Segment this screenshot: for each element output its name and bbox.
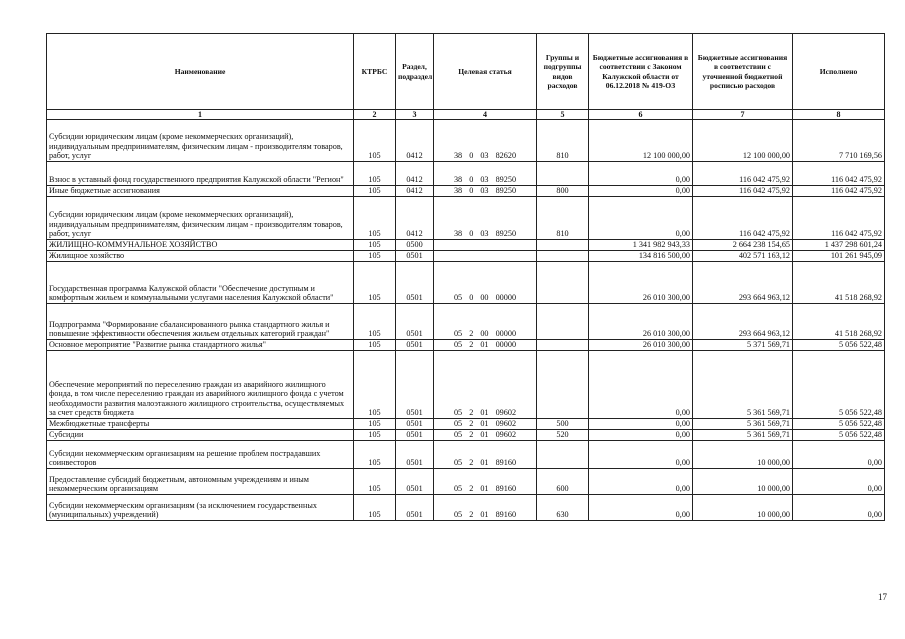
row-executed: 116 042 475,92 xyxy=(793,197,885,240)
row-name: Предоставление субсидий бюджетным, автономным учреждениям и иным некоммерческим организациям xyxy=(47,469,354,495)
row-section: 0501 xyxy=(396,419,434,430)
row-name: Субсидии xyxy=(47,430,354,441)
row-ktrbs: 105 xyxy=(354,304,396,340)
row-section: 0501 xyxy=(396,469,434,495)
table-row xyxy=(47,351,885,419)
row-target: 05 2 00 00000 xyxy=(434,304,537,340)
row-group: 600 xyxy=(537,469,589,495)
row-section: 0501 xyxy=(396,495,434,521)
row-ktrbs: 105 xyxy=(354,351,396,419)
table-row xyxy=(47,262,885,304)
row-section: 0501 xyxy=(396,441,434,469)
row-refined: 116 042 475,92 xyxy=(693,197,793,240)
row-name: Субсидии некоммерческим организациям (за исключением государственных (муниципальных) учреждений) xyxy=(47,495,354,521)
row-refined: 2 664 238 154,65 xyxy=(693,240,793,251)
row-group xyxy=(537,240,589,251)
row-target: 38 0 03 82620 xyxy=(434,120,537,162)
row-law: 12 100 000,00 xyxy=(589,120,693,162)
row-executed: 116 042 475,92 xyxy=(793,186,885,197)
table-row xyxy=(47,340,885,351)
row-ktrbs: 105 xyxy=(354,240,396,251)
row-law: 26 010 300,00 xyxy=(589,262,693,304)
row-executed: 1 437 298 601,24 xyxy=(793,240,885,251)
row-group xyxy=(537,304,589,340)
row-law: 26 010 300,00 xyxy=(589,340,693,351)
row-group xyxy=(537,351,589,419)
row-target: 05 2 01 89160 xyxy=(434,441,537,469)
row-ktrbs: 105 xyxy=(354,251,396,262)
row-target: 05 0 00 00000 xyxy=(434,262,537,304)
row-group xyxy=(537,441,589,469)
header-name: Наименование xyxy=(47,34,354,110)
row-group: 520 xyxy=(537,430,589,441)
row-group: 630 xyxy=(537,495,589,521)
row-target xyxy=(434,251,537,262)
row-group xyxy=(537,251,589,262)
row-refined: 10 000,00 xyxy=(693,469,793,495)
row-law: 0,00 xyxy=(589,441,693,469)
row-section: 0501 xyxy=(396,430,434,441)
row-group xyxy=(537,162,589,186)
row-law: 0,00 xyxy=(589,430,693,441)
row-name: Межбюджетные трансферты xyxy=(47,419,354,430)
row-section: 0501 xyxy=(396,262,434,304)
row-group: 800 xyxy=(537,186,589,197)
row-law: 0,00 xyxy=(589,469,693,495)
row-executed: 0,00 xyxy=(793,441,885,469)
header-executed: Исполнено xyxy=(793,34,885,110)
table-row xyxy=(47,162,885,186)
header-group: Группы и подгруппы видов расходов xyxy=(537,34,589,110)
row-name: Основное мероприятие "Развитие рынка стандартного жилья" xyxy=(47,340,354,351)
column-number-row xyxy=(47,110,885,120)
row-ktrbs: 105 xyxy=(354,495,396,521)
row-ktrbs: 105 xyxy=(354,262,396,304)
row-target: 05 2 01 00000 xyxy=(434,340,537,351)
header-ktrbs: КТРБС xyxy=(354,34,396,110)
row-law: 0,00 xyxy=(589,162,693,186)
row-target: 05 2 01 89160 xyxy=(434,469,537,495)
row-target: 38 0 03 89250 xyxy=(434,162,537,186)
row-section: 0501 xyxy=(396,304,434,340)
table-row xyxy=(47,186,885,197)
row-name: Субсидии некоммерческим организациям на решение проблем пострадавших соинвесторов xyxy=(47,441,354,469)
row-name: Подпрограмма "Формирование сбалансированного рынка стандартного жилья и повышение эффективности обеспечения жильем отдельных категорий граждан" xyxy=(47,304,354,340)
header-row xyxy=(47,34,885,110)
row-section: 0412 xyxy=(396,186,434,197)
row-law: 1 341 982 943,33 xyxy=(589,240,693,251)
row-refined: 402 571 163,12 xyxy=(693,251,793,262)
row-executed: 41 518 268,92 xyxy=(793,304,885,340)
row-ktrbs: 105 xyxy=(354,469,396,495)
row-refined: 10 000,00 xyxy=(693,495,793,521)
header-law: Бюджетные ассигнования в соответствии с Законом Калужской области от 06.12.2018 № 419-ОЗ xyxy=(589,34,693,110)
table-row xyxy=(47,441,885,469)
row-section: 0412 xyxy=(396,197,434,240)
header-target: Целевая статья xyxy=(434,34,537,110)
row-executed: 5 056 522,48 xyxy=(793,340,885,351)
row-refined: 5 371 569,71 xyxy=(693,340,793,351)
row-refined: 293 664 963,12 xyxy=(693,304,793,340)
row-executed: 5 056 522,48 xyxy=(793,430,885,441)
header-section: Раздел, подраздел xyxy=(396,34,434,110)
row-ktrbs: 105 xyxy=(354,340,396,351)
row-section: 0501 xyxy=(396,351,434,419)
row-ktrbs: 105 xyxy=(354,430,396,441)
row-refined: 5 361 569,71 xyxy=(693,351,793,419)
table-row xyxy=(47,197,885,240)
row-executed: 0,00 xyxy=(793,495,885,521)
row-law: 0,00 xyxy=(589,197,693,240)
row-group xyxy=(537,340,589,351)
row-target: 05 2 01 09602 xyxy=(434,430,537,441)
row-ktrbs: 105 xyxy=(354,419,396,430)
row-name: Жилищное хозяйство xyxy=(47,251,354,262)
row-executed: 7 710 169,56 xyxy=(793,120,885,162)
table-row xyxy=(47,419,885,430)
row-section: 0412 xyxy=(396,120,434,162)
table-row xyxy=(47,469,885,495)
row-target: 05 2 01 09602 xyxy=(434,351,537,419)
row-name: Государственная программа Калужской области "Обеспечение доступным и комфортным жильем и коммунальными услугами населения Калужской области" xyxy=(47,262,354,304)
row-refined: 12 100 000,00 xyxy=(693,120,793,162)
row-law: 134 816 500,00 xyxy=(589,251,693,262)
column-number: 8 xyxy=(793,110,885,120)
row-ktrbs: 105 xyxy=(354,197,396,240)
row-executed: 0,00 xyxy=(793,469,885,495)
row-group xyxy=(537,262,589,304)
table-row xyxy=(47,240,885,251)
row-executed: 5 056 522,48 xyxy=(793,419,885,430)
row-law: 0,00 xyxy=(589,495,693,521)
row-law: 0,00 xyxy=(589,186,693,197)
row-group: 810 xyxy=(537,120,589,162)
row-section: 0501 xyxy=(396,340,434,351)
row-section: 0501 xyxy=(396,251,434,262)
row-name: Обеспечение мероприятий по переселению граждан из аварийного жилищного фонда, в том числе переселению граждан из аварийного жилищного фонда с учетом необходимости развития малоэтажного жилищного строительства, осуществляемых за счет средств бюджета xyxy=(47,351,354,419)
row-refined: 116 042 475,92 xyxy=(693,162,793,186)
column-number: 7 xyxy=(693,110,793,120)
row-law: 26 010 300,00 xyxy=(589,304,693,340)
row-section: 0500 xyxy=(396,240,434,251)
row-ktrbs: 105 xyxy=(354,186,396,197)
row-target: 05 2 01 09602 xyxy=(434,419,537,430)
row-refined: 5 361 569,71 xyxy=(693,430,793,441)
row-executed: 5 056 522,48 xyxy=(793,351,885,419)
row-name: Иные бюджетные ассигнования xyxy=(47,186,354,197)
row-name: Субсидии юридическим лицам (кроме некоммерческих организаций), индивидуальным предпринимателям, физическим лицам - производителям товаров, работ, услуг xyxy=(47,120,354,162)
row-name: Взнос в уставный фонд государственного предприятия Калужской области "Регион" xyxy=(47,162,354,186)
row-executed: 101 261 945,09 xyxy=(793,251,885,262)
row-target: 38 0 03 89250 xyxy=(434,186,537,197)
row-executed: 41 518 268,92 xyxy=(793,262,885,304)
row-refined: 10 000,00 xyxy=(693,441,793,469)
row-name: Субсидии юридическим лицам (кроме некоммерческих организаций), индивидуальным предпринимателям, физическим лицам - производителям товаров, работ, услуг xyxy=(47,197,354,240)
row-group: 500 xyxy=(537,419,589,430)
table-body xyxy=(47,120,885,521)
table-row xyxy=(47,251,885,262)
table-row xyxy=(47,120,885,162)
table-row xyxy=(47,495,885,521)
page-number: 17 xyxy=(878,592,887,602)
row-law: 0,00 xyxy=(589,419,693,430)
row-target: 38 0 03 89250 xyxy=(434,197,537,240)
table-row xyxy=(47,304,885,340)
row-group: 810 xyxy=(537,197,589,240)
row-target: 05 2 01 89160 xyxy=(434,495,537,521)
column-number: 2 xyxy=(354,110,396,120)
row-section: 0412 xyxy=(396,162,434,186)
row-refined: 5 361 569,71 xyxy=(693,419,793,430)
row-refined: 116 042 475,92 xyxy=(693,186,793,197)
row-law: 0,00 xyxy=(589,351,693,419)
row-ktrbs: 105 xyxy=(354,120,396,162)
row-ktrbs: 105 xyxy=(354,441,396,469)
column-number: 3 xyxy=(396,110,434,120)
column-number: 1 xyxy=(47,110,354,120)
budget-table xyxy=(46,33,885,521)
row-ktrbs: 105 xyxy=(354,162,396,186)
column-number: 5 xyxy=(537,110,589,120)
header-refined: Бюджетные ассигнования в соответствии с уточненной бюджетной росписью расходов xyxy=(693,34,793,110)
table-row xyxy=(47,430,885,441)
row-target xyxy=(434,240,537,251)
row-name: ЖИЛИЩНО-КОММУНАЛЬНОЕ ХОЗЯЙСТВО xyxy=(47,240,354,251)
column-number: 6 xyxy=(589,110,693,120)
row-refined: 293 664 963,12 xyxy=(693,262,793,304)
row-executed: 116 042 475,92 xyxy=(793,162,885,186)
column-number: 4 xyxy=(434,110,537,120)
